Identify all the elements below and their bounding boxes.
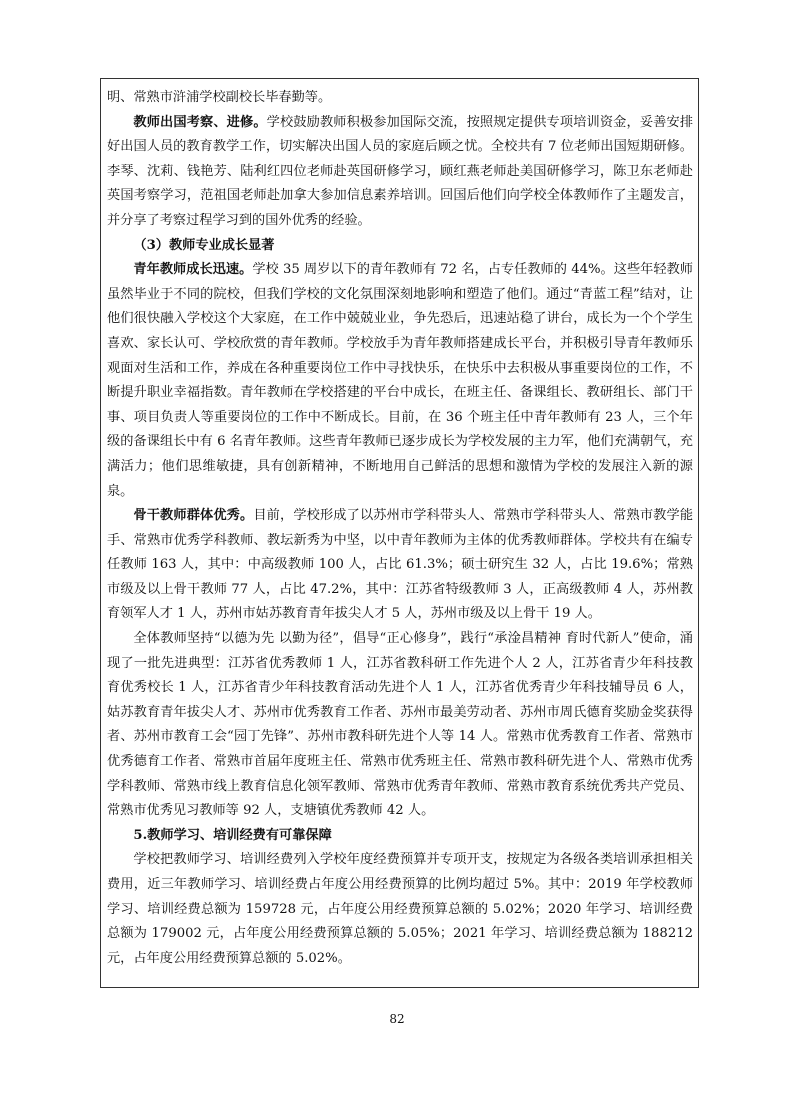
paragraph-text: 学校 35 周岁以下的青年教师有 72 名，占专任教师的 44%。这些年轻教师虽然毕业于不同的院校，但我们学校的文化氛围深刻地影响和塑造了他们。通过“青蓝工程”结对，让他们很快融入学校这个大家庭，在工作中兢兢业业，争先恐后，迅速站稳了讲台，成长为一个个学生喜欢、家长认可、学校欣赏的青年教师。学校放手为青年教师搭建成长平台，并积极引导青年教师乐观面对生活和工作，养成在各种重要岗位工作中寻找快乐，在快乐中去积极从事重要岗位的工作，不断提升职业幸福指数。青年教师在学校搭建的平台中成长，在班主任、备课组长、教研组长、部门干事、项目负责人等重要岗位的工作中不断成长。目前，在 36 个班主任中青年教师有 23 人，三个年级的备课组长中有 6 名青年教师。这些青年教师已逐步成长为学校发展的主力军，他们充满朝气，充满活力；他们思维敏捷，具有创新精神，不断地用自己鲜活的思想和激情为学校的发展注入新的源泉。 xyxy=(107,262,693,499)
paragraph-honors xyxy=(107,627,693,824)
paragraph-text: 明、常熟市浒浦学校副校长毕春勤等。 xyxy=(107,90,332,105)
paragraph-text: 全体教师坚持“以德为先 以勤为径”，倡导“正心修身”，践行“承淦昌精神 育时代新人”使命，涌现了一批先进典型：江苏省优秀教师 1 人，江苏省教科研工作先进个人 2 人，江苏省青少年科技教育优秀校长 1 人，江苏省青少年科技教育活动先进个人 1 人，江苏省优秀青少年科技辅导员 6 人，姑苏教育青年拔尖人才、苏州市优秀教育工作者、苏州市最美劳动者、苏州市周氏德育奖励金奖获得者、苏州市教育工会“园丁先锋”、苏州市教科研先进个人等 14 人。常熟市优秀教育工作者、常熟市优秀德育工作者、常熟市首届年度班主任、常熟市优秀班主任、常熟市教科研先进个人、常熟市优秀学科教师、常熟市线上教育信息化领军教师、常熟市优秀青年教师、常熟市教育系统优秀共产党员、常熟市优秀见习教师等 92 人，支塘镇优秀教师 42 人。 xyxy=(107,631,693,819)
paragraph-overseas-study xyxy=(107,111,693,234)
paragraph-text: 学校把教师学习、培训经费列入学校年度经费预算并专项开支，按规定为各级各类培训承担相关费用，近三年教师学习、培训经费占年度公用经费预算的比例均超过 5%。其中：2019 年学校教师学习、培训经费总额为 159728 元，占年度公用经费预算总额的 5.02%；2020 年学习、培训经费总额为 179002 元，占年度公用经费预算总额的 5.05%；2021 年学习、培训经费总额为 188212 元，占年度公用经费预算总额的 5.02%。 xyxy=(107,852,693,966)
page-number: 82 xyxy=(389,1012,405,1026)
document-body xyxy=(107,86,693,971)
section-heading-funding: 5.教师学习、培训经费有可靠保障 xyxy=(133,827,332,843)
paragraph-lead: 骨干教师群体优秀。 xyxy=(133,508,254,524)
paragraph-text: 学校鼓励教师积极参加国际交流，按照规定提供专项培训资金，妥善安排好出国人员的教育教学工作，切实解决出国人员的家庭后顾之忧。全校共有 7 位老师出国短期研修。李琴、沈莉、钱艳芳、陆利红四位老师赴英国研修学习，顾红燕老师赴美国研修学习，陈卫东老师赴英国考察学习，范祖国老师赴加拿大参加信息素养培训。回国后他们向学校全体教师作了主题发言，并分享了考察过程学习到的国外优秀的经验。 xyxy=(107,114,694,228)
paragraph-lead: 教师出国考察、进修。 xyxy=(133,114,267,130)
paragraph-lead: 青年教师成长迅速。 xyxy=(133,262,253,278)
paragraph-continuation xyxy=(107,86,693,111)
section-heading-growth: （3）教师专业成长显著 xyxy=(133,237,275,253)
paragraph-young-teachers xyxy=(107,258,693,504)
paragraph-text: 目前，学校形成了以苏州市学科带头人、常熟市学科带头人、常熟市教学能手、常熟市优秀学科教师、教坛新秀为中坚，以中青年教师为主体的优秀教师群体。学校共有在编专任教师 163 人，其中：中高级教师 100 人，占比 61.3%；硕士研究生 32 人，占比 19.6%；常熟市级及以上骨干教师 77 人，占比 47.2%，其中：江苏省特级教师 3 人，正高级教师 4 人，苏州教育领军人才 1 人，苏州市姑苏教育青年拔尖人才 5 人，苏州市级及以上骨干 19 人。 xyxy=(107,508,694,622)
paragraph-funding xyxy=(107,848,693,971)
paragraph-backbone-teachers xyxy=(107,504,693,627)
